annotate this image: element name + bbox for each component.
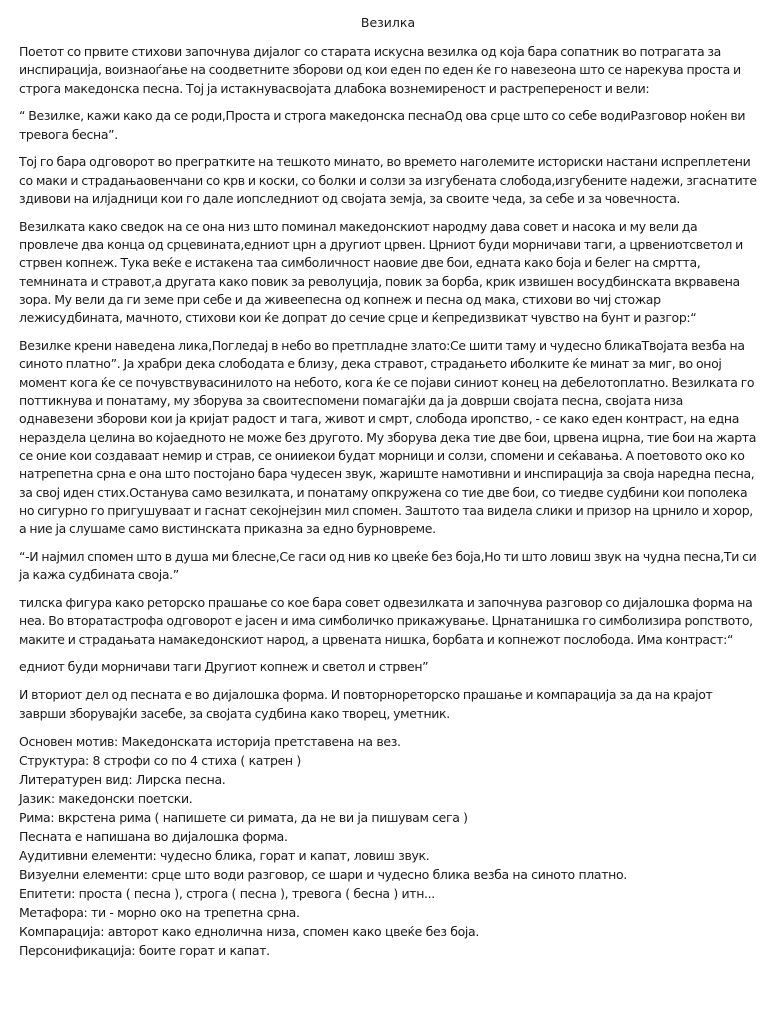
paragraph-second-part: И вториот дел од песната е во дијалошка форма. И повторнореторско прашање и компарација за да на крајот заврши зборувајќи засебе, за својата судбина како творец, уметник. xyxy=(19,687,713,721)
paragraph-intro: Поетот со првите стихови започнува дијалог со старата искусна везилка од која бара сопатник во потрагата за инспирација, воизнаоѓање на соодветните зборови од кои еден по еден ќе го навезеона што се нарекува проста и строга македонска песна. Тој ја истакнувасвојата длабока вознемиреност и растрепереност и вели: xyxy=(19,44,741,96)
list-item: Рима: вкрстена рима ( напишете си римата, да не ви ја пишувам сега ) xyxy=(19,810,468,826)
paragraph-figure: тилска фигура како реторско прашање со кое бара совет одвезилката и започнува разговор со дијалошка форма на неа. Во вторатастрофа одговорот е јасен и има симболичко прикажување. Црнатанишка го симболизира ропството, маките и страдањата намакедонскиот народ, а црвената нишка, борбата и копнежот послобода. Има контраст:“ xyxy=(19,595,753,647)
list-item: Метафора: ти - морно око на трепетна срна. xyxy=(19,905,300,921)
paragraph-quote-2: Везилке крени наведена лика,Погледај в небо во претпладне злато:Се шити таму и чудесно бликаТвојата везба на синото платно”. Ја храбри дека слободата е близу, дека стравот, страдањето иболките ќе минат за миг, во оној момент кога ќе се почувствувасинилото на небото, кога ќе се појави синиот конец на дебелотоплатно. Везилката го поттикнува и понатаму, му зборува за своитеспомени помагајќи да ја доврши својата песна, својата низа однавезени зборови кои ја кријат радост и тага, живот и смрт, слобода иропство, - се како еден контраст, на една нераздела целина во којаедното не може без другото. Му зборува дека тие две бои, црвена ицрна, тие бои на жарта се оние кои создаваат немир и страв, се онииекои будат морници и солзи, спомени и сеќавања. А поетовото око ко натрепетна срна е она што постојано бара чудесен звук, жариште намотивни и инспирација за своја наредна песна, за свој иден стих.Останува само везилката, и понатаму опкружена со тие две бои, со тиедве судбини кои пополека но сигурно го пригушуваат и гаснат секојнејзин мил спомен. Заштото таа видела слики и призор на црнило и хорор, а ние ја слушаме само вистинската приказна за едно бурновреме. xyxy=(19,338,757,537)
list-item: Песната е напишана во дијалошка форма. xyxy=(19,829,288,845)
list-item: Компарација: авторот како еднолична низа, спомен како цвеќе без боја. xyxy=(19,924,479,940)
paragraph-quote-1: “ Везилке, кажи како да се роди,Проста и строга македонска песнаОд ова срце што со себе водиРазговор ноќен ви тревога бесна”. xyxy=(19,108,746,142)
document-page xyxy=(19,14,757,960)
list-item: Персонификација: боите горат и капат. xyxy=(19,943,270,959)
paragraph-quote-3: “-И најмил спомен што в душа ми блесне,Се гаси од нив ко цвеќе без боја,Но ти што ловиш звук на чудна песна,Ти си ја кажа судбината своја.” xyxy=(19,548,757,583)
list-item: Јазик: македонски поетски. xyxy=(19,791,193,807)
list-item: Литературен вид: Лирска песна. xyxy=(19,772,226,788)
list-item: Аудитивни елементи: чудесно блика, горат и капат, ловиш звук. xyxy=(19,848,430,864)
facts-list xyxy=(19,732,757,960)
paragraph-contrast: едниот буди морничави таги Другиот копнеж и светол и стрвен” xyxy=(19,659,429,675)
document-title: Везилка xyxy=(360,15,416,30)
list-item: Основен мотив: Македонската историја претставена на вез. xyxy=(19,734,401,750)
list-item: Визуелни елементи: срце што води разговор, се шари и чудесно блика везба на синото платно. xyxy=(19,867,627,883)
paragraph-answer: Тој го бара одговорот во прегратките на тешкото минато, во времето наголемите историски настани испреплетени со маки и страдањаовенчани со крв и коски, со болки и солзи за изгубената слобода,изгубените надежи, згаснатите здивови на илјадници кои го дале иопследниот од својата земја, за своите чеда, за себе и за човечноста. xyxy=(19,154,757,207)
paragraph-witness: Везилката како сведок на се она низ што поминал македонскиот народму дава совет и насока и му вели да провлече два конца од срцевината,едниот црн а другиот црвен. Црниот буди морничави таги, а црвениотсветол и стрвен копнеж. Тука веќе е истакена таа симболичност наовие две бои, едната како боја и белег на смртта, темнината и стравот,а другата како повик за револуција, повик за борба, крик извишен восудбинската вкрвавена зора. Му вели да ги земе при себе и да живеепесна од копнеж и песна од мака, стихови во чиј стожар лежисудбината, мачното, стихови кои ќе допрат до сечие срце и ќепредизвикат чувство на бунт и разгор:“ xyxy=(19,218,743,326)
list-item: Епитети: проста ( песна ), строга ( песна ), тревога ( бесна ) итн... xyxy=(19,886,435,902)
list-item: Структура: 8 строфи со по 4 стиха ( катрен ) xyxy=(19,753,301,769)
